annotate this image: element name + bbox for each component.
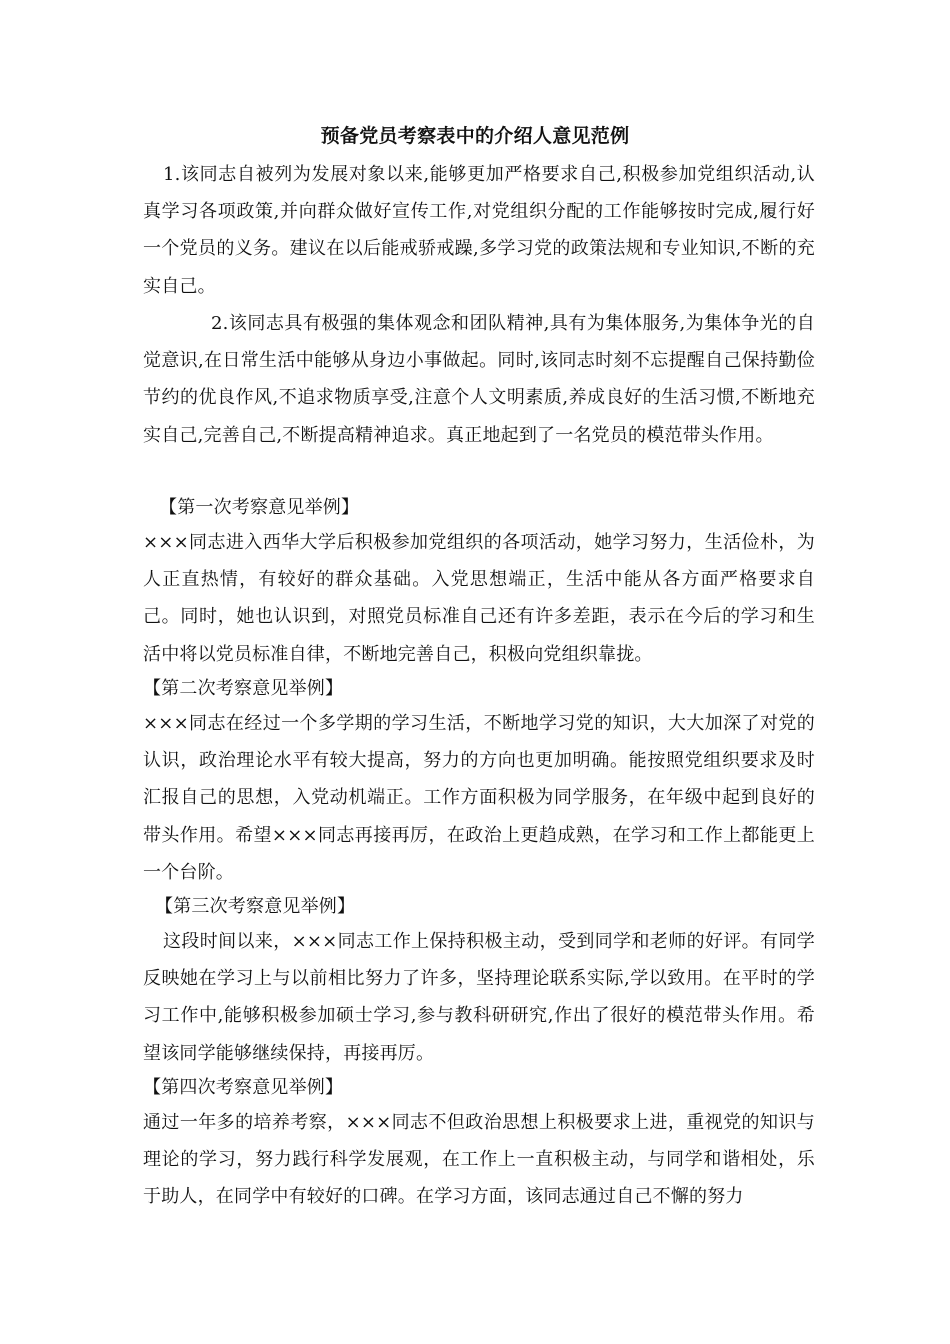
- paragraph-third-review: 这段时间以来，×××同志工作上保持积极主动，受到同学和老师的好评。有同学反映她在学习上与以前相比努力了许多，坚持理论联系实际,学以致用。在平时的学习工作中,能够积极参加硕士学习,参与教科研研究,作出了很好的模范带头作用。希望该同学能够继续保持，再接再厉。: [143, 931, 815, 1064]
- section-heading-second-review: 【第二次考察意见举例】: [143, 678, 344, 699]
- section-heading-first-review: 【第一次考察意见举例】: [159, 497, 360, 518]
- section-heading-fourth-review: 【第四次考察意见举例】: [143, 1077, 344, 1098]
- paragraph-second-review: ×××同志在经过一个多学期的学习生活，不断地学习党的知识，大大加深了对党的认识，政治理论水平有较大提高，努力的方向也更加明确。能按照党组织要求及时汇报自己的思想，入党动机端正。工作方面积极为同学服务，在年级中起到良好的带头作用。希望×××同志再接再厉，在政治上更趋成熟，在学习和工作上都能更上一个台阶。: [143, 713, 815, 883]
- section-heading-third-review: 【第三次考察意见举例】: [155, 896, 356, 917]
- paragraph-2: 2.该同志具有极强的集体观念和团队精神,具有为集体服务,为集体争光的自觉意识,在日常生活中能够从身边小事做起。同时,该同志时刻不忘提醒自己保持勤俭节约的优良作风,不追求物质享受,注意个人文明素质,养成良好的生活习惯,不断地充实自己,完善自己,不断提高精神追求。真正地起到了一名党员的模范带头作用。: [143, 313, 815, 446]
- paragraph-first-review: ×××同志进入西华大学后积极参加党组织的各项活动，她学习努力，生活俭朴，为人正直热情，有较好的群众基础。入党思想端正，生活中能从各方面严格要求自己。同时，她也认识到，对照党员标准自己还有许多差距，表示在今后的学习和生活中将以党员标准自律，不断地完善自己，积极向党组织靠拢。: [143, 532, 815, 665]
- document-title: 预备党员考察表中的介绍人意见范例: [320, 125, 630, 147]
- paragraph-fourth-review: 通过一年多的培养考察，×××同志不但政治思想上积极要求上进，重视党的知识与理论的学习，努力践行科学发展观，在工作上一直积极主动，与同学和谐相处，乐于助人，在同学中有较好的口碑。在学习方面，该同志通过自己不懈的努力: [143, 1112, 815, 1208]
- paragraph-1: 1.该同志自被列为发展对象以来,能够更加严格要求自己,积极参加党组织活动,认真学习各项政策,并向群众做好宣传工作,对党组织分配的工作能够按时完成,履行好一个党员的义务。建议在以后能戒骄戒躁,多学习党的政策法规和专业知识,不断的充实自己。: [143, 164, 815, 297]
